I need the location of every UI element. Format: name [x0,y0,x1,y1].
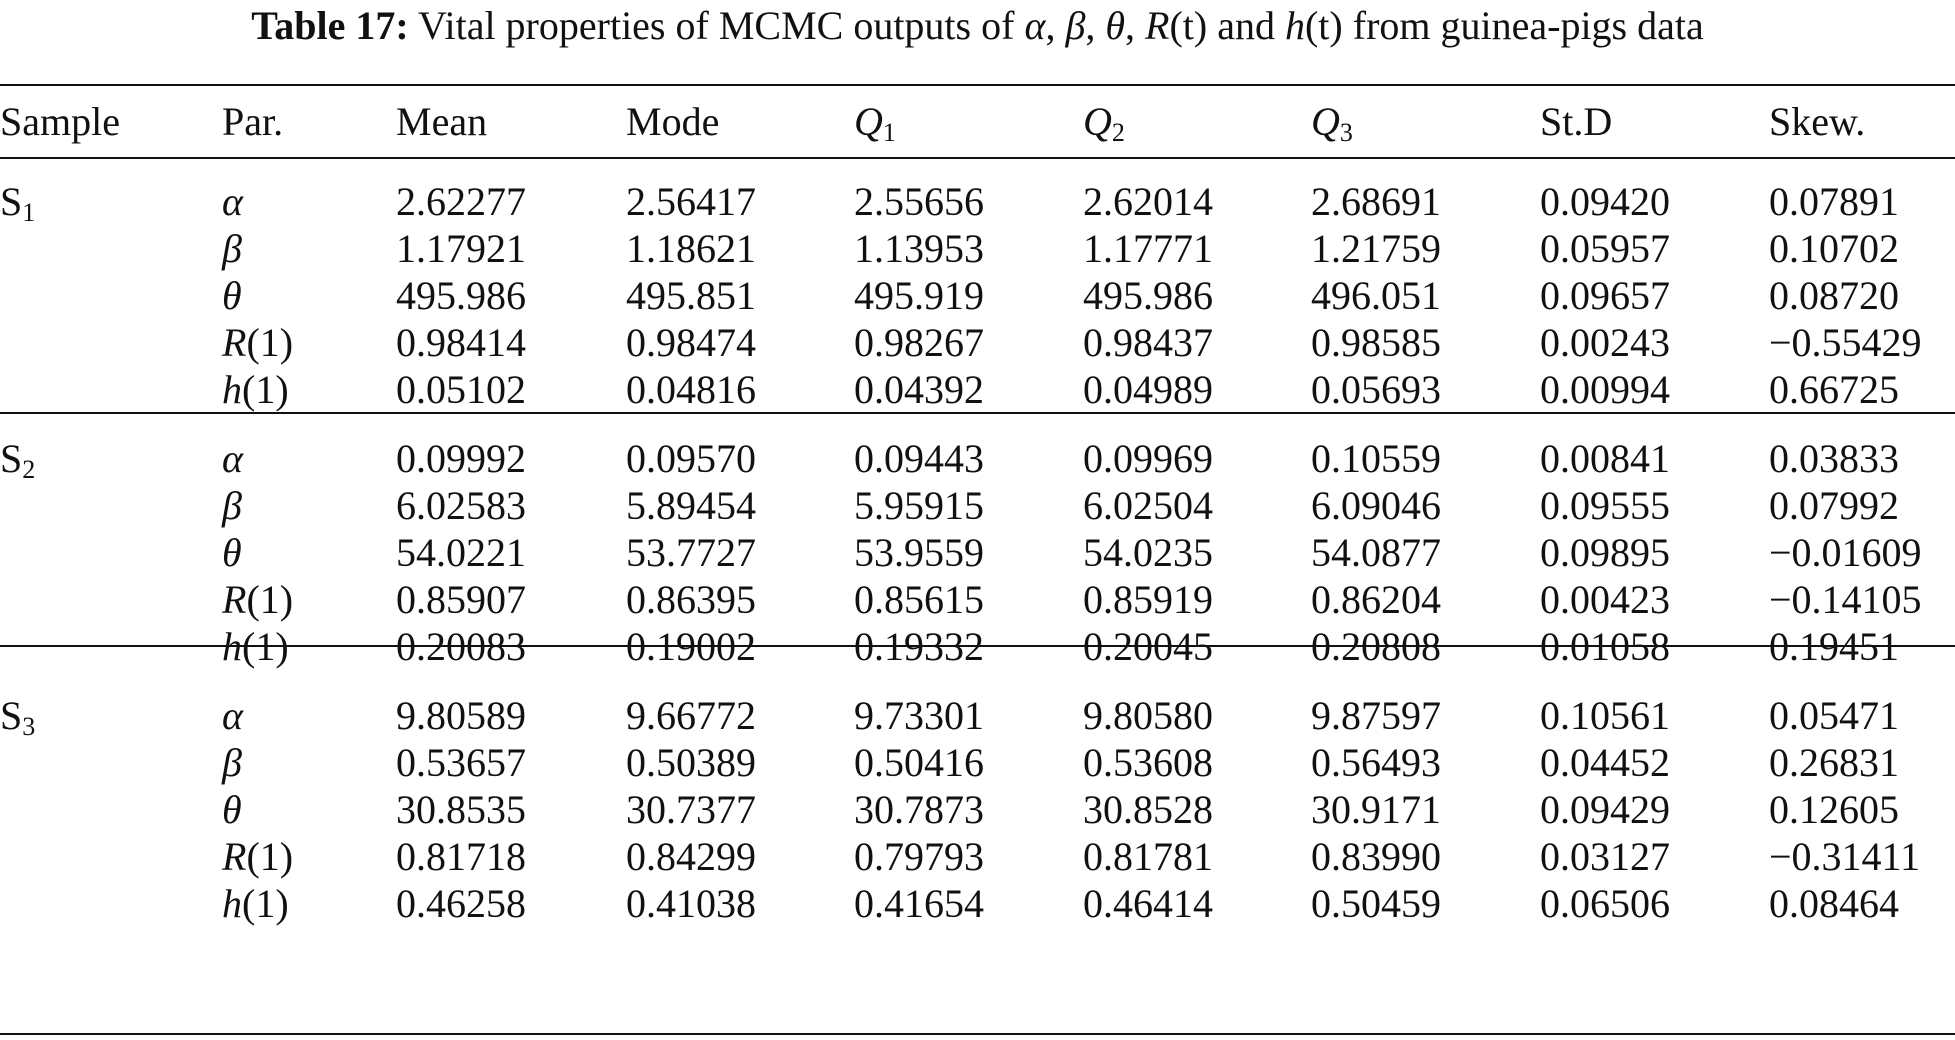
sample-subscript: 1 [22,198,36,227]
q3-cell: 9.87597 [1311,693,1441,738]
par-argument: (1) [246,834,294,879]
par-cell [222,739,396,786]
q2-cell: 1.17771 [1083,226,1213,271]
sample-cell [0,366,222,413]
q1-cell: 0.19332 [854,624,984,669]
skew-cell: 0.07992 [1769,483,1899,528]
mode-cell: 9.66772 [626,693,756,738]
sample-subscript: 3 [22,712,36,741]
q2-cell: 0.85919 [1083,577,1213,622]
std-cell: 0.09429 [1540,787,1670,832]
gap-cell [0,156,1955,178]
sample-cell [0,319,222,366]
std-cell: 0.09895 [1540,530,1670,575]
caption-label: Table 17: [251,3,409,48]
mode-cell: 0.41038 [626,881,756,926]
q2-cell: 9.80580 [1083,693,1213,738]
q3-cell: 0.98585 [1311,320,1441,365]
sample-subscript: 2 [22,455,36,484]
par-symbol: R [222,834,247,879]
q3-cell: 1.21759 [1311,226,1441,271]
std-cell: 0.10561 [1540,693,1670,738]
par-cell [222,319,396,366]
q2-cell: 0.53608 [1083,740,1213,785]
par-symbol: h [222,624,242,669]
header-q3 [1311,86,1540,156]
skew-cell: 0.08464 [1769,881,1899,926]
std-cell: 0.05957 [1540,226,1670,271]
caption-r-arg: (t) [1169,3,1208,48]
header-q1-sub: 1 [882,117,896,147]
caption-text-before: Vital properties of MCMC outputs of [408,3,1025,48]
q1-cell: 30.7873 [854,787,984,832]
sample-cell [0,833,222,880]
mode-cell: 0.04816 [626,367,756,412]
par-cell [222,529,396,576]
caption-alpha: α [1024,3,1046,48]
table-row [0,880,1955,927]
par-symbol: h [222,367,242,412]
q1-cell: 0.98267 [854,320,984,365]
sample-cell [0,692,222,739]
q1-cell: 0.41654 [854,881,984,926]
q1-cell: 53.9559 [854,530,984,575]
par-cell [222,178,396,225]
mean-cell: 9.80589 [396,693,526,738]
q1-cell: 0.79793 [854,834,984,879]
table-row [0,272,1955,319]
mean-cell: 1.17921 [396,226,526,271]
q2-cell: 6.02504 [1083,483,1213,528]
par-cell [222,366,396,413]
q3-cell: 496.051 [1311,273,1441,318]
header-row [0,86,1955,156]
par-argument: (1) [246,320,294,365]
sample-cell [0,576,222,623]
q3-cell: 0.86204 [1311,577,1441,622]
par-symbol: β [222,226,242,271]
mean-cell: 0.05102 [396,367,526,412]
gap-cell [0,413,1955,435]
q1-cell: 0.04392 [854,367,984,412]
sample-cell [0,529,222,576]
par-symbol: R [222,320,247,365]
mode-cell: 0.50389 [626,740,756,785]
q3-cell: 2.68691 [1311,179,1441,224]
q3-cell: 0.50459 [1311,881,1441,926]
sample-cell [0,482,222,529]
par-symbol: h [222,881,242,926]
group-gap [0,670,1955,692]
par-symbol: θ [222,273,242,318]
caption-sep-2: , [1085,3,1106,48]
skew-cell: 0.10702 [1769,226,1899,271]
header-sample: Sample [0,98,120,144]
table-row [0,739,1955,786]
header-q1 [854,86,1083,156]
caption-r: R [1145,3,1170,48]
mode-cell: 53.7727 [626,530,756,575]
group-gap [0,156,1955,178]
q3-cell: 54.0877 [1311,530,1441,575]
par-symbol: α [222,693,243,738]
q3-cell: 30.9171 [1311,787,1441,832]
caption-h-arg: (t) [1304,3,1343,48]
skew-cell: 0.66725 [1769,367,1899,412]
q2-cell: 0.46414 [1083,881,1213,926]
std-cell: 0.00423 [1540,577,1670,622]
q2-cell: 495.986 [1083,273,1213,318]
par-cell [222,786,396,833]
skew-cell: −0.14105 [1769,577,1922,622]
table-row [0,786,1955,833]
par-cell [222,692,396,739]
q3-cell: 0.10559 [1311,436,1441,481]
std-cell: 0.00994 [1540,367,1670,412]
sample-label: S [0,436,23,481]
table-row [0,529,1955,576]
q3-cell: 0.05693 [1311,367,1441,412]
skew-cell: −0.31411 [1769,834,1921,879]
table-row [0,178,1955,225]
skew-cell: 0.08720 [1769,273,1899,318]
skew-cell: 0.07891 [1769,179,1899,224]
mean-cell: 495.986 [396,273,526,318]
sample-cell [0,623,222,670]
q2-cell: 0.98437 [1083,320,1213,365]
sample-cell [0,739,222,786]
mean-cell: 0.09992 [396,436,526,481]
mean-cell: 6.02583 [396,483,526,528]
par-symbol: α [222,179,243,224]
par-cell [222,482,396,529]
q2-cell: 30.8528 [1083,787,1213,832]
sample-label: S [0,693,23,738]
par-argument: (1) [242,624,289,669]
std-cell: 0.03127 [1540,834,1670,879]
sample-cell [0,880,222,927]
par-cell [222,435,396,482]
mean-cell: 0.81718 [396,834,526,879]
par-argument: (1) [246,577,294,622]
sample-label: S [0,179,23,224]
results-table [0,86,1955,927]
mean-cell: 0.98414 [396,320,526,365]
skew-cell: 0.03833 [1769,436,1899,481]
header-q2-symbol: Q [1083,98,1112,144]
std-cell: 0.09657 [1540,273,1670,318]
table-row [0,692,1955,739]
table-row [0,366,1955,413]
table-row [0,435,1955,482]
par-cell [222,225,396,272]
par-symbol: β [222,483,242,528]
header-mean: Mean [396,98,488,144]
header-std: St.D [1540,98,1613,144]
mode-cell: 0.86395 [626,577,756,622]
par-symbol: α [222,436,243,481]
q1-cell: 495.919 [854,273,984,318]
q1-cell: 0.85615 [854,577,984,622]
mode-cell: 30.7377 [626,787,756,832]
q2-cell: 2.62014 [1083,179,1213,224]
std-cell: 0.09420 [1540,179,1670,224]
table-body [0,156,1955,927]
mode-cell: 0.98474 [626,320,756,365]
q2-cell: 0.04989 [1083,367,1213,412]
mode-cell: 495.851 [626,273,756,318]
mean-cell: 0.53657 [396,740,526,785]
par-symbol: θ [222,530,242,575]
caption-sep-3: , [1125,3,1146,48]
skew-cell: 0.05471 [1769,693,1899,738]
header-q2-sub: 2 [1111,117,1125,147]
mode-cell: 5.89454 [626,483,756,528]
gap-cell [0,670,1955,692]
mode-cell: 0.19002 [626,624,756,669]
mean-cell: 0.46258 [396,881,526,926]
par-argument: (1) [242,367,289,412]
q3-cell: 6.09046 [1311,483,1441,528]
group-gap [0,413,1955,435]
header-skew: Skew. [1769,98,1866,144]
skew-cell: 0.19451 [1769,624,1899,669]
par-cell [222,833,396,880]
caption-theta: θ [1105,3,1126,48]
sample-cell [0,786,222,833]
mode-cell: 0.09570 [626,436,756,481]
header-mode: Mode [626,98,720,144]
q3-cell: 0.20808 [1311,624,1441,669]
table-row [0,623,1955,670]
q2-cell: 0.20045 [1083,624,1213,669]
bottom-rule [0,1033,1955,1035]
mode-cell: 0.84299 [626,834,756,879]
par-symbol: R [222,577,247,622]
q2-cell: 0.09969 [1083,436,1213,481]
header-q3-symbol: Q [1311,98,1340,144]
std-cell: 0.06506 [1540,881,1670,926]
q1-cell: 5.95915 [854,483,984,528]
table-row [0,319,1955,366]
header-q2 [1083,86,1311,156]
caption-and: and [1207,3,1285,48]
skew-cell: −0.01609 [1769,530,1922,575]
sample-cell [0,272,222,319]
std-cell: 0.00243 [1540,320,1670,365]
skew-cell: 0.12605 [1769,787,1899,832]
caption-sep-1: , [1045,3,1066,48]
caption-beta: β [1065,3,1086,48]
par-symbol: θ [222,787,242,832]
q1-cell: 0.09443 [854,436,984,481]
skew-cell: 0.26831 [1769,740,1899,785]
mean-cell: 0.20083 [396,624,526,669]
mean-cell: 54.0221 [396,530,526,575]
header-q3-sub: 3 [1339,117,1353,147]
table-row [0,482,1955,529]
par-cell [222,880,396,927]
table-row [0,225,1955,272]
mode-cell: 2.56417 [626,179,756,224]
header-q1-symbol: Q [854,98,883,144]
std-cell: 0.00841 [1540,436,1670,481]
caption-h: h [1284,3,1305,48]
std-cell: 0.09555 [1540,483,1670,528]
q2-cell: 54.0235 [1083,530,1213,575]
std-cell: 0.04452 [1540,740,1670,785]
mean-cell: 0.85907 [396,577,526,622]
q3-cell: 0.56493 [1311,740,1441,785]
std-cell: 0.01058 [1540,624,1670,669]
par-cell [222,576,396,623]
q1-cell: 1.13953 [854,226,984,271]
q1-cell: 9.73301 [854,693,984,738]
q3-cell: 0.83990 [1311,834,1441,879]
sample-cell [0,225,222,272]
par-cell [222,623,396,670]
table-caption [0,2,1955,50]
header-par: Par. [222,98,284,144]
q2-cell: 0.81781 [1083,834,1213,879]
par-cell [222,272,396,319]
mean-cell: 30.8535 [396,787,526,832]
mode-cell: 1.18621 [626,226,756,271]
skew-cell: −0.55429 [1769,320,1922,365]
table-row [0,833,1955,880]
caption-text-after: from guinea-pigs data [1342,3,1704,48]
mean-cell: 2.62277 [396,179,526,224]
q1-cell: 2.55656 [854,179,984,224]
table-row [0,576,1955,623]
par-argument: (1) [242,881,289,926]
par-symbol: β [222,740,242,785]
sample-cell [0,178,222,225]
sample-cell [0,435,222,482]
q1-cell: 0.50416 [854,740,984,785]
